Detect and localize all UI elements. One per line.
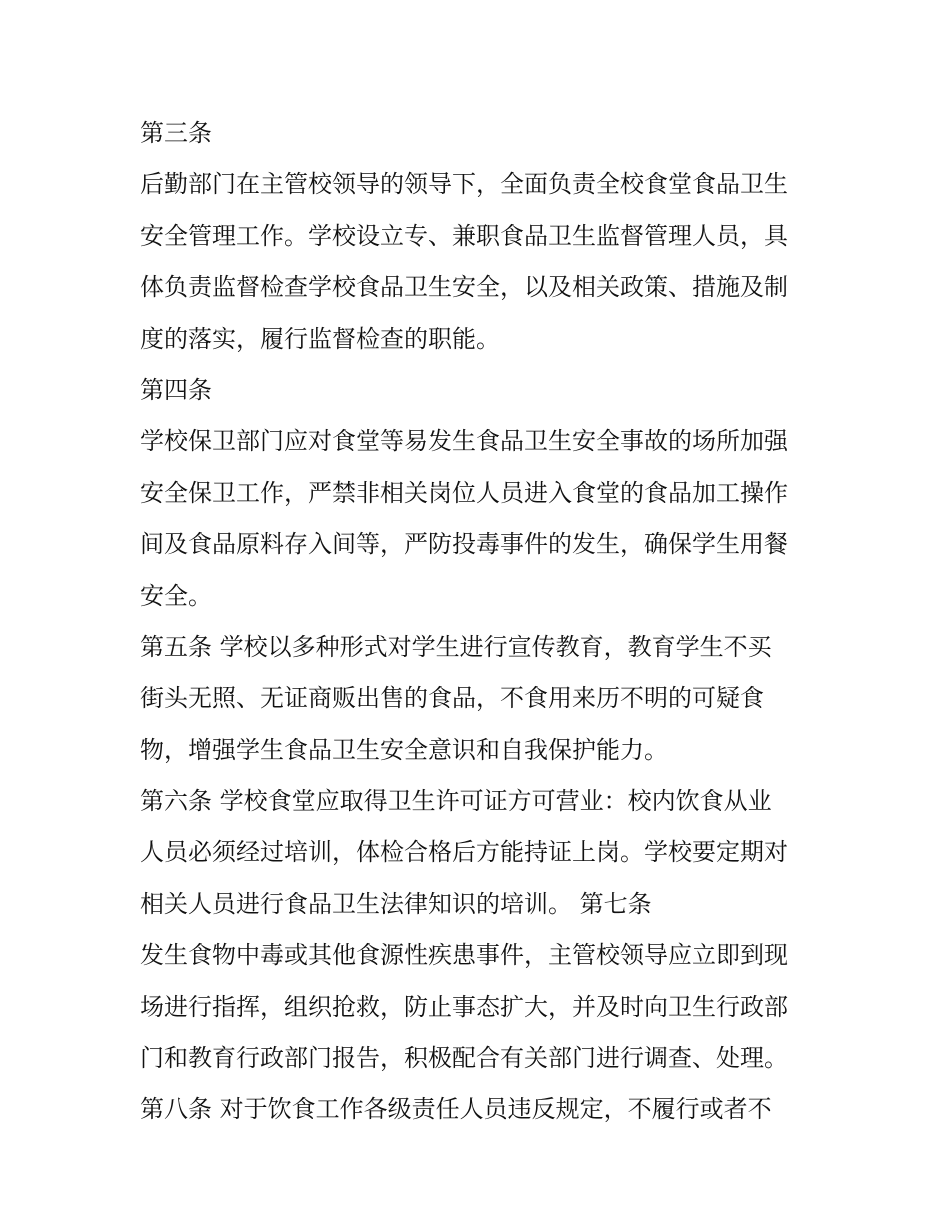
document-body: [140, 108, 820, 1136]
text-line: 度的落实，履行监督检查的职能。: [140, 324, 500, 353]
text-line: 安全保卫工作，严禁非相关岗位人员进入食堂的食品加工操作: [140, 478, 788, 507]
text-line: 物，增强学生食品卫生安全意识和自我保护能力。: [140, 735, 668, 764]
text-line: 第三条: [140, 119, 212, 147]
text-line: 相关人员进行食品卫生法律知识的培训。 第七条: [140, 889, 652, 918]
text-line: 第四条: [140, 375, 212, 404]
text-line: 第八条 对于饮食工作各级责任人员违反规定，不履行或者不: [140, 1095, 772, 1124]
text-line: 第六条 学校食堂应取得卫生许可证方可营业：校内饮食从业: [140, 787, 772, 816]
text-line: 间及食品原料存入间等，严防投毒事件的发生，确保学生用餐: [140, 530, 788, 559]
text-line: 门和教育行政部门报告，积极配合有关部门进行调查、处理。: [140, 1044, 788, 1073]
text-line: 安全管理工作。学校设立专、兼职食品卫生监督管理人员，具: [140, 221, 788, 250]
text-line: 安全。: [140, 581, 212, 610]
text-line: 第五条 学校以多种形式对学生进行宣传教育，教育学生不买: [140, 632, 772, 661]
text-line: 场进行指挥，组织抢救，防止事态扩大，并及时向卫生行政部: [140, 992, 788, 1021]
text-line: 发生食物中毒或其他食源性疾患事件，主管校领导应立即到现: [140, 941, 788, 970]
text-line: 人员必须经过培训，体检合格后方能持证上岗。学校要定期对: [140, 838, 788, 867]
text-line: 体负责监督检查学校食品卫生安全，以及相关政策、措施及制: [140, 273, 788, 302]
text-line: 街头无照、无证商贩出售的食品，不食用来历不明的可疑食: [140, 684, 764, 713]
text-line: 学校保卫部门应对食堂等易发生食品卫生安全事故的场所加强: [140, 427, 788, 456]
text-line: 后勤部门在主管校领导的领导下，全面负责全校食堂食品卫生: [140, 170, 788, 199]
